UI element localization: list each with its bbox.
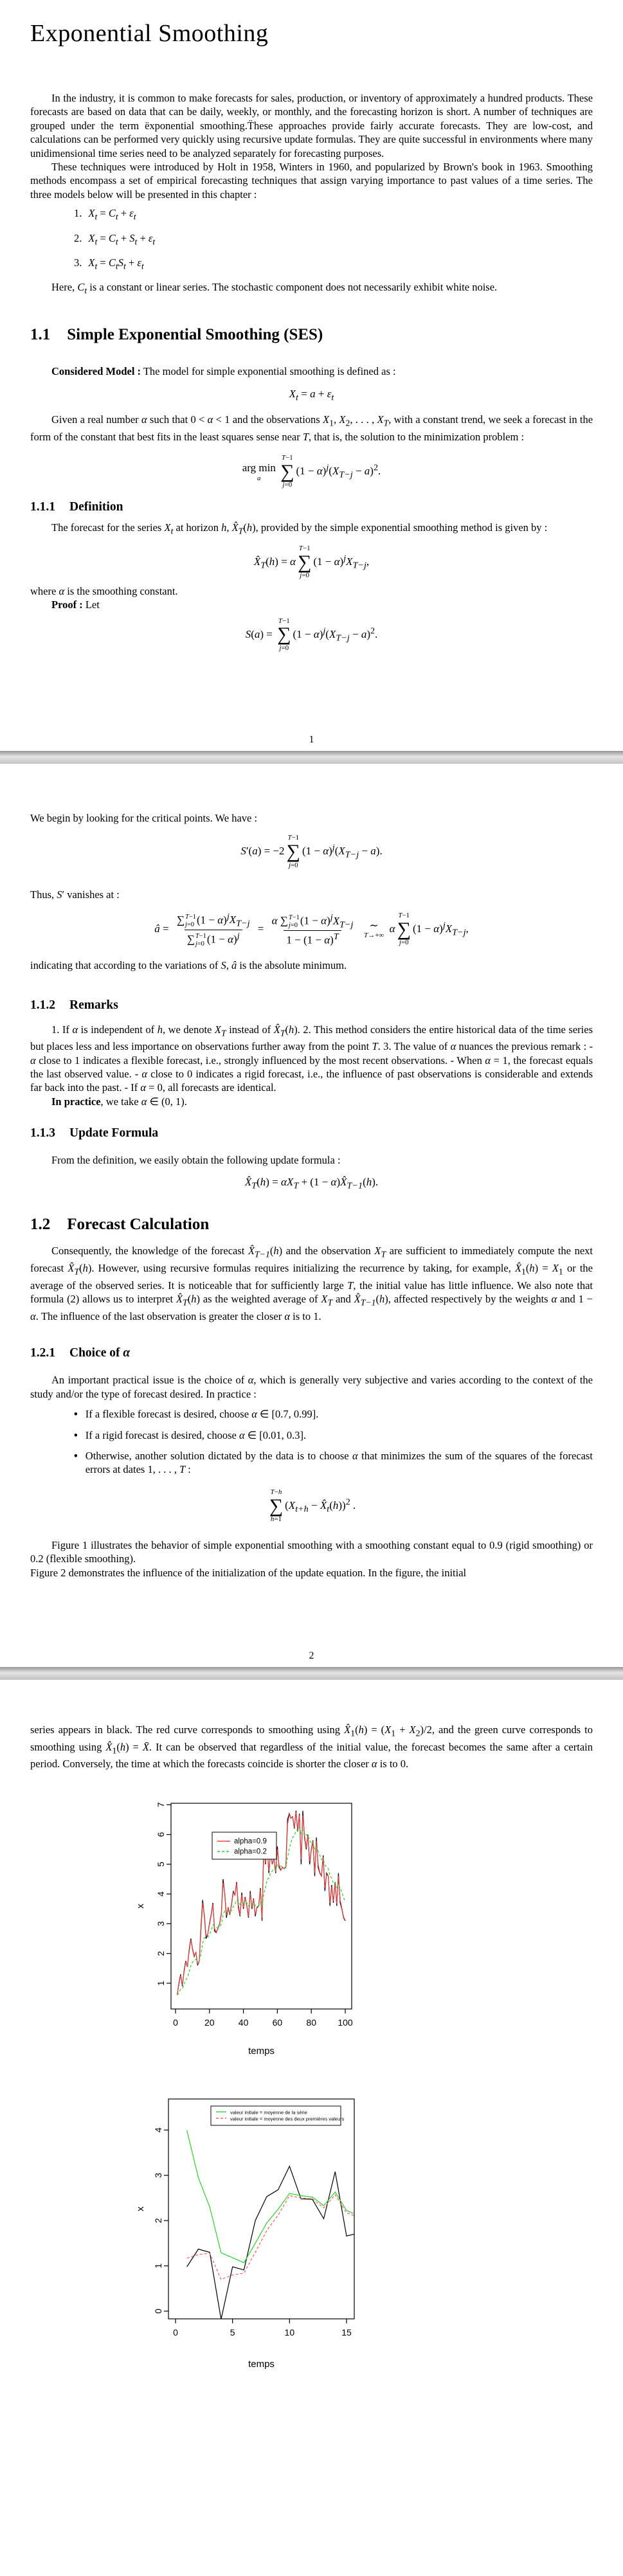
bullet-text: If a rigid forecast is desired, choose α ∈ [0.01, 0.3]. (85, 1428, 307, 1441)
model-item (74, 256, 593, 273)
equation-a-hat: â = ∑ T−1 j=0 $(1 - \alpha)^jX_{T-j}$ ∑ T−1 j=0 $(1 - \alpha)^j$ = α ∑ T−1 j=0 $(1 - \alpha)^jX_{T-j}$ $1 - (1 - \alpha)^T$ ∼ T→+∞ α T−1 ∑ j=0 $(1 - \alpha)^jX_{T-j}$, (154, 911, 469, 948)
paragraph-proof: Proof : Let (51, 599, 100, 611)
model-list (74, 206, 593, 273)
y-axis-label: x (135, 1904, 146, 1909)
page-3 (0, 1680, 623, 2576)
y-tick-label: 2 (153, 2218, 163, 2223)
figure-1 (96, 1771, 593, 2071)
page-number: 1 (309, 734, 314, 745)
section-1-2-1-heading (30, 1346, 593, 1360)
section-number: 1.1.2 (30, 998, 55, 1012)
model-formula: $X_t = C_t + \varepsilon_t$ (88, 207, 136, 222)
section-title: Choice of α (69, 1346, 131, 1360)
legend (211, 2106, 345, 2125)
paragraph-forecast-calc: Consequently, the knowledge of the forecast $X̂_{T-1}(h)$ and the observation $X_T$ are sufficient to immediately compute the next forecast $X̂_T(h)$. However, using recursive formulas requires initializing the recurrence by taking, for example, $X̂_1(h) = X_1$ or the average of the observed series. It is noticeable that for sufficiently large T, the initial value has little influence. We also note that formula (2) allows us to interpret $X̂_T(h)$ as the weighted average of $X_T$ and $X̂_{T-1}(h)$, affected respectively by the weights α and 1 − α. The influence of the last observation is greater the closer α is to 1. (30, 1245, 593, 1322)
y-axis (153, 2127, 168, 2314)
legend-label: valeur initiale = moyenne de la série (230, 2109, 307, 2116)
model-formula: $X_t = C_t + S_t + \varepsilon_t$ (88, 231, 156, 246)
section-number: 1.1.1 (30, 500, 55, 514)
model-formula: $X_t = C_tS_t + \varepsilon_t$ (88, 256, 144, 271)
legend-label: valeur initiale = moyenne des deux premières valeurs (230, 2116, 345, 2122)
equation-update-formula: $X̂_T(h) = \alpha X_T + (1$ − $\alpha)X̂_{T-1}(h)$. (244, 1175, 379, 1191)
x-axis (173, 2009, 353, 2028)
paragraph-thus-vanishes: Thus, S′ vanishes at : (30, 888, 120, 901)
equation-S: S(a) = T−1 ∑ j=0 $(1 - \alpha)^j(X_{T-j} - a)^2$. (245, 617, 378, 652)
y-axis-label: x (135, 2206, 146, 2211)
x-axis-label: temps (248, 2358, 275, 2370)
page-number: 2 (309, 1650, 314, 1661)
figure-2-plot (96, 2092, 392, 2382)
bullet-item (74, 1407, 593, 1421)
paragraph-forecast-def: The forecast for the series $X_t$ at horizon h, $X̂_T(h)$, provided by the simple exponential smoothing method is given by : (51, 521, 548, 536)
x-tick-label: 100 (338, 2017, 353, 2028)
page-divider (0, 751, 623, 764)
x-tick-label: 10 (284, 2327, 295, 2337)
x-tick-label: 0 (173, 2017, 178, 2028)
model-item (74, 206, 593, 224)
y-tick-label: 1 (156, 1980, 166, 1986)
y-tick-label: 3 (156, 1921, 166, 1927)
section-1-1-1-heading (30, 500, 593, 514)
section-title: Remarks (69, 998, 118, 1012)
paragraph-series-colors: series appears in black. The red curve corresponds to smoothing using $X̂_1(h) = (X_1 + X_2)/2$, and the green curve corresponds to smoothing using $X̂_1(h)$ = X̄. It can be observed that regardless of the initial value, the forecast becomes the same after a certain period. Conversely, the time at which the forecasts coincide is shorter the closer α is to 0. (30, 1724, 593, 1770)
section-title: Update Formula (69, 1126, 159, 1140)
x-axis-label: temps (248, 2045, 275, 2057)
section-number: 1.1.3 (30, 1126, 55, 1140)
paragraph-where-alpha: where α is the smoothing constant. (30, 584, 178, 597)
x-tick-label: 80 (306, 2017, 316, 2028)
page-divider (0, 1667, 623, 1680)
bullet-list (74, 1407, 593, 1477)
y-tick-label: 6 (156, 1832, 166, 1837)
model-number: 2. (74, 231, 82, 244)
paragraph-given-alpha: Given a real number α such that 0 < α < 1 and the observations $X_1$, $X_2$, . . . , $X_T$, with a constant trend, we seek a forecast in the form of the constant that best fits in the least squares sense near T, that is, the solution to the minimization problem : (30, 413, 593, 443)
section-title: Definition (69, 500, 123, 514)
paragraph-remarks: 1. If α is independent of h, we denote $X_T$ instead of $X̂_T(h)$. 2. This method considers the entire historical data of the time series but places less and less importance on observations further away from the point T. 3. The value of α nuances the previous remark : - α close to 1 indicates a flexible forecast, i.e., strongly influenced by the most recent observations. - When α = 1, the forecast equals the last observed value. - α close to 0 indicates a rigid forecast, i.e., the influence of past observations is considerable and extends far back into the past. - If α = 0, all forecasts are identical. (30, 1023, 593, 1094)
bullet-dot (74, 1407, 86, 1421)
model-item (74, 231, 593, 249)
y-tick-label: 7 (156, 1802, 166, 1808)
y-axis (156, 1802, 171, 1986)
x-tick-label: 20 (204, 2017, 215, 2028)
equation-S-prime: S′(a) = −2 T−1 ∑ j=0 $(1 - \alpha)^j(X_{T-j} - a)$. (240, 834, 383, 869)
bullet-text: If a flexible forecast is desired, choose α ∈ [0.7, 0.99]. (85, 1408, 319, 1421)
equation-forecast-definition: $X̂_T(h) = \alpha$ T−1 ∑ j=0 $(1 - \alpha)^jX_{T-j}$, (253, 544, 370, 580)
y-tick-label: 5 (156, 1861, 166, 1867)
x-axis (173, 2319, 352, 2337)
equation-sse: T−h ∑ h=1 ($X_{t+h}$ − $X̂_t(h))^2$ . (269, 1488, 356, 1524)
section-1-1-3-heading (30, 1126, 593, 1140)
x-tick-label: 40 (238, 2017, 249, 2028)
legend-label: alpha=0.2 (234, 1848, 267, 1856)
bullet-text: Otherwise, another solution dictated by the data is to choose α that minimizes the sum of the squares of the forecast errors at dates 1, . . . , T : (85, 1450, 593, 1476)
section-1-2-heading (30, 1216, 593, 1234)
y-tick-label: 2 (156, 1950, 166, 1956)
section-number: 1.1 (30, 325, 51, 343)
section-number: 1.2.1 (30, 1346, 55, 1360)
x-tick-label: 15 (341, 2327, 352, 2337)
paragraph-intro-1: In the industry, it is common to make forecasts for sales, production, or inventory of approximately a hundred products. These forecasts are based on data that can be daily, weekly, or monthly, and the forecasting horizon is short. A number of techniques are grouped under the term ëxponential smoothing.T̈hese approaches provide fairly accurate forecasts. They are low-cost, and calculations can be performed very quickly using recursive update formulas. They are quite successful in environments where many unidimensional time series need to be analyzed separately for forecasting purposes. (30, 92, 593, 159)
bullet-dot (74, 1449, 86, 1477)
bullet-dot (74, 1428, 86, 1442)
x-tick-label: 60 (272, 2017, 283, 2028)
paragraph-considered-model: Considered Model : The model for simple exponential smoothing is defined as : (51, 365, 396, 377)
section-title: Simple Exponential Smoothing (SES) (67, 325, 323, 343)
y-tick-label: 0 (153, 2308, 163, 2314)
page-2 (0, 764, 623, 1667)
paragraph-choice-alpha: An important practical issue is the choice of α, which is generally very subjective and varies according to the context of the study and/or the type of forecast desired. In practice : (30, 1374, 593, 1400)
paragraph-figure2-intro: Figure 2 demonstrates the influence of the initialization of the update equation. In the figure, the initial (30, 1566, 467, 1579)
legend-label: alpha=0.9 (234, 1837, 267, 1846)
bullet-item (74, 1428, 593, 1442)
section-1-1-2-heading (30, 998, 593, 1013)
paragraph-in-practice: In practice, we take α ∈ (0, 1). (51, 1095, 187, 1108)
equation-argmin: arg min a T−1 ∑ j=0 $(1 - \alpha)^j(X_{T-j} - a)^2$. (242, 454, 381, 489)
paragraph-figure1-intro: Figure 1 illustrates the behavior of simple exponential smoothing with a smoothing constant equal to 0.9 (rigid smoothing) or 0.2 (flexible smoothing). (30, 1538, 593, 1565)
paragraph-intro-2: These techniques were introduced by Holt in 1958, Winters in 1960, and popularized by Brown's book in 1963. Smoothing methods encompass a set of empirical forecasting techniques that assign varying importance to past values of a time series. The three models below will be presented in this chapter : (30, 161, 593, 201)
paragraph-critical-points: We begin by looking for the critical points. We have : (30, 812, 258, 824)
section-number: 1.2 (30, 1216, 51, 1234)
paragraph-here-ct: Here, $C_t$ is a constant or linear series. The stochastic component does not necessarily exhibit white noise. (51, 281, 498, 296)
legend (212, 1832, 276, 1859)
series-valeur-initiale-moyenne-de-la-s-rie (187, 2130, 358, 2263)
figure-1-plot (96, 1771, 392, 2068)
document-title: Exponential Smoothing (30, 20, 269, 47)
series-observed-series (187, 2166, 358, 2319)
y-tick-label: 4 (153, 2127, 163, 2132)
section-title: Forecast Calculation (67, 1216, 210, 1234)
bullet-item (74, 1449, 593, 1477)
paragraph-absolute-minimum: indicating that according to the variations of S, â is the absolute minimum. (30, 959, 347, 972)
y-tick-label: 3 (153, 2172, 163, 2178)
y-tick-label: 1 (153, 2263, 163, 2269)
section-1-1-heading (30, 326, 593, 344)
equation-model: $X_t = a + \varepsilon_t$ (289, 388, 334, 403)
page-1 (0, 0, 623, 751)
model-number: 3. (74, 256, 82, 269)
x-tick-label: 0 (173, 2327, 178, 2337)
paragraph-update-intro: From the definition, we easily obtain the following update formula : (51, 1154, 341, 1167)
x-tick-label: 5 (230, 2327, 235, 2337)
model-number: 1. (74, 207, 82, 220)
y-tick-label: 4 (156, 1891, 166, 1896)
figure-2 (96, 2092, 593, 2386)
